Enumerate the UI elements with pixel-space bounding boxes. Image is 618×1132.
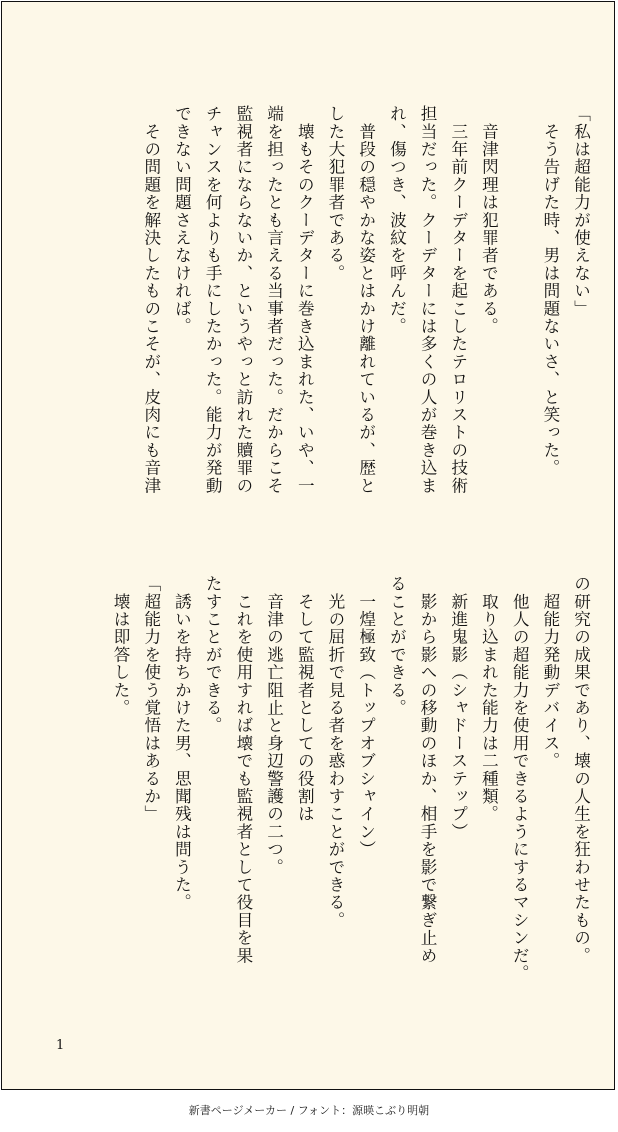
text-line: 一煌極致（トップオブシャイン） [356,575,376,859]
text-line: 普段の穏やかな姿とはかけ離れているが、歴と [356,105,376,495]
text-line: これを使用すれば壊でも監視者として役目を果 [233,575,253,965]
text-line: そして監視者としての役割は [295,575,315,823]
text-line: そう告げた時、男は問題ないさ、と笑った。 [540,105,560,477]
text-line: 監視者にならないか、というやっと訪れた贖罪の [233,105,253,495]
text-line: 「超能力を使う覚悟はあるか」 [141,575,161,823]
text-line: 端を担ったとも言える当事者だった。だからこそ [264,105,284,495]
text-line: 取り込まれた能力は二種類。 [479,575,499,823]
page-number: 1 [56,1038,65,1053]
text-line: 「私は超能力が使えない」 [571,105,591,318]
text-line: ることができる。 [387,575,407,717]
text-line: 誘いを持ちかけた男、思聞残は問うた。 [172,575,192,912]
text-line: 壊もそのクーデターに巻き込まれた、いや、一 [295,105,315,495]
text-line: した大犯罪者である。 [325,105,345,282]
text-line: 壊は即答した。 [111,575,131,717]
text-line: その問題を解決したものこそが、皮肉にも音津 [141,105,161,495]
text-line: 担当だった。クーデターには多くの人が巻き込ま [418,105,438,495]
text-line: 音津閃理は犯罪者である。 [479,105,499,336]
text-line: 光の屈折で見る者を惑わすことができる。 [325,575,345,929]
text-line: できない問題さえなければ。 [172,105,192,336]
text-line: 超能力発動デバイス。 [540,575,560,770]
text-line: 他人の超能力を使用できるようにするマシンだ。 [510,575,530,983]
text-line: 三年前クーデターを起こしたテロリストの技術 [448,105,468,495]
footer-credit: 新書ページメーカー / フォント：源暎こぶり明朝 [188,1104,430,1117]
text-line: 影から影への移動のほか、相手を影で繋ぎ止め [418,575,438,965]
book-page [1,1,615,1090]
text-line: の研究の成果であり、壊の人生を狂わせたもの。 [571,575,591,965]
text-line: たすことができる。 [203,575,223,735]
text-line: チャンスを何よりも手にしたかった。能力が発動 [203,105,223,495]
text-line: れ、傷つき、波紋を呼んだ。 [387,105,407,336]
text-line: 新進鬼影（シャドーステップ） [448,575,468,841]
text-line: 音津の逃亡阻止と身辺警護の二つ。 [264,575,284,876]
